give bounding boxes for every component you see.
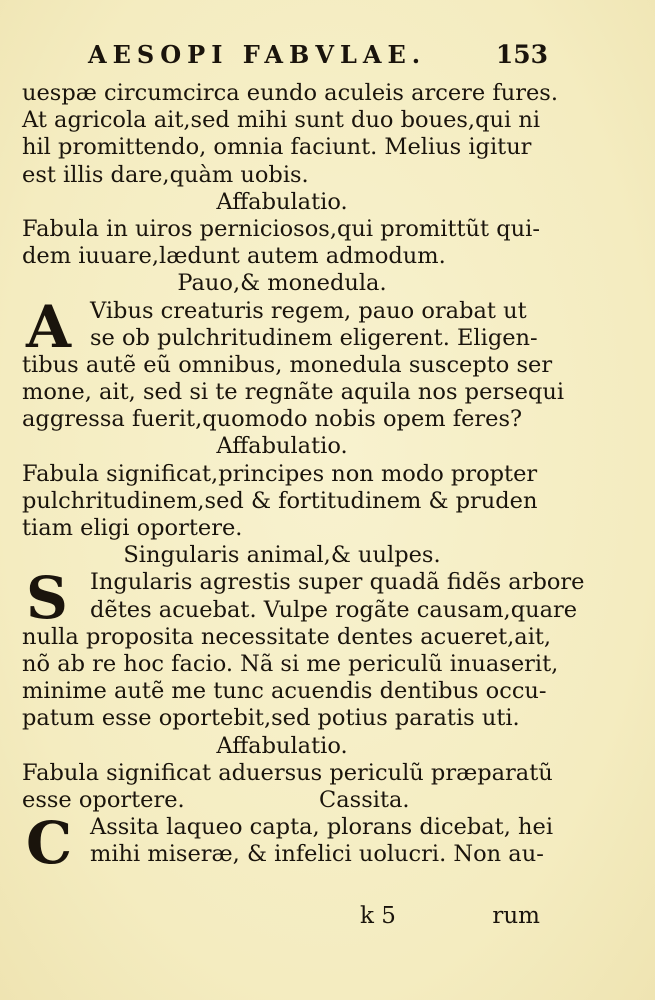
moral-line-with-title: [22, 787, 542, 814]
fable-paragraph: [22, 564, 585, 633]
text-line: est illis dare,quàm uobis.: [22, 161, 309, 188]
running-title: AESOPI FABVLAE.: [88, 40, 427, 69]
catchword: rum: [492, 903, 540, 929]
text-line: At agricola ait,sed mihi sunt duo boues,qui ni: [22, 107, 541, 134]
text-line: Assita laqueo capta, plorans dicebat, hei: [90, 814, 554, 841]
moral-line: Fabula significat aduersus periculũ præparatũ: [22, 759, 553, 786]
fable-title: Singularis animal,& uulpes.: [123, 542, 441, 569]
page-footer: [360, 903, 540, 935]
text-line: Vibus creaturis regem, pauo orabat ut: [90, 297, 527, 324]
fable-paragraph: [22, 809, 554, 878]
moral-text: esse oportere.: [22, 786, 185, 813]
text-line: mihi miseræ, & infelici uolucri. Non au-: [90, 841, 544, 868]
moral-line: Fabula in uiros perniciosos,qui promittũt qui-: [22, 215, 540, 242]
text-line: uespæ circumcirca eundo aculeis arcere fures.: [22, 80, 558, 106]
text-line: nõ ab re hoc facio. Nã si me periculũ inuaserit,: [22, 650, 559, 677]
fable-paragraph: [22, 292, 542, 361]
initial-letter: S: [26, 564, 68, 633]
page-number: 153: [495, 40, 548, 69]
signature-mark: k 5: [360, 903, 396, 929]
text-line: se ob pulchritudinem eligerent. Eligen-: [90, 324, 538, 351]
affabulatio-heading: Affabulatio.: [216, 433, 348, 460]
moral-line: pulchritudinem,sed & fortitudinem & pruden: [22, 487, 538, 514]
moral-line: tiam eligi oportere.: [22, 515, 243, 541]
text-line: Ingularis agrestis super quadã fidẽs arbore: [90, 569, 585, 596]
initial-letter: A: [26, 292, 72, 361]
affabulatio-heading: Affabulatio.: [216, 188, 348, 215]
text-line: aggressa fuerit,quomodo nobis opem feres?: [22, 406, 523, 433]
text-line: hil promittendo, omnia faciunt. Melius igitur: [22, 134, 532, 161]
affabulatio-heading: Affabulatio.: [216, 732, 348, 759]
moral-line: dem iuuare,lædunt autem admodum.: [22, 243, 446, 270]
text-line: tibus autẽ eũ omnibus, monedula suscepto ser: [22, 351, 553, 378]
initial-letter: C: [26, 809, 73, 878]
text-line: nulla proposita necessitate dentes acueret,ait,: [22, 623, 552, 650]
fable-title: Pauo,& monedula.: [177, 270, 387, 297]
text-line: minime autẽ me tunc acuendis dentibus occu-: [22, 678, 547, 705]
text-block: [22, 80, 585, 878]
moral-line: Fabula significat,principes non modo propter: [22, 460, 538, 487]
fable-title: Cassita.: [319, 786, 410, 813]
text-line: mone, ait, sed si te regnãte aquila nos persequi: [22, 379, 565, 406]
text-line: dẽtes acuebat. Vulpe rogãte causam,quare: [90, 596, 578, 623]
running-header: [88, 40, 548, 76]
text-line: patum esse oportebit,sed potius paratis uti.: [22, 705, 520, 732]
